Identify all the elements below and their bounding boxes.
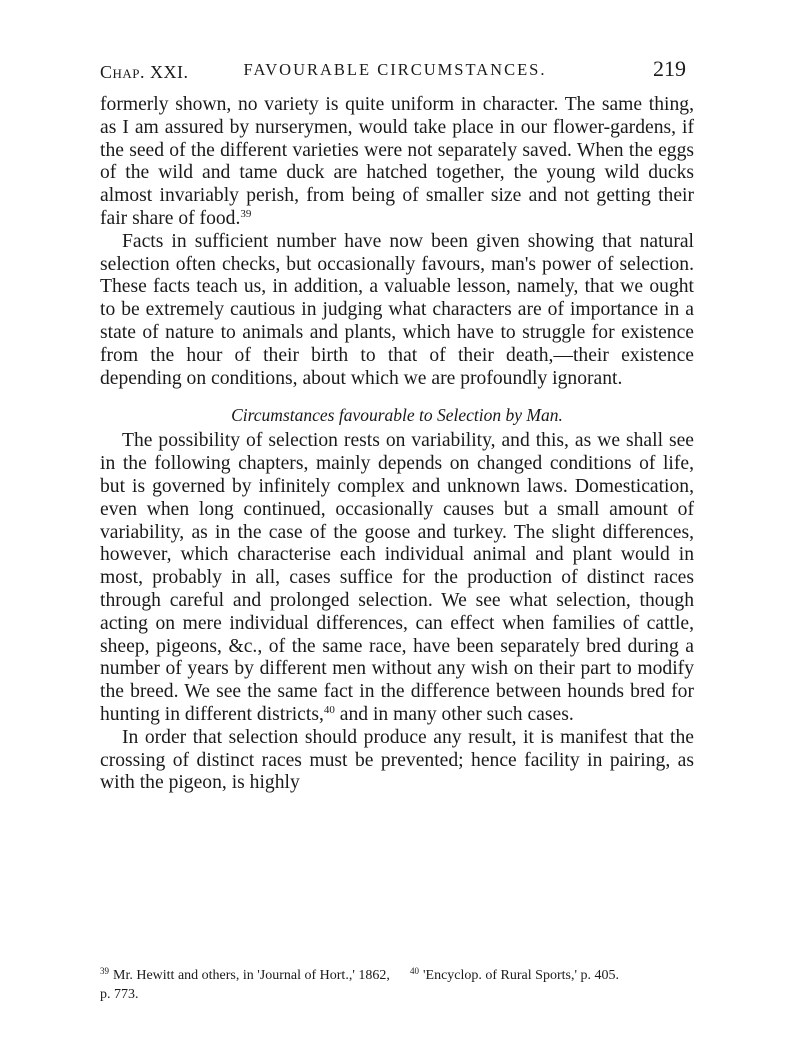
- paragraph: Facts in sufficient number have now been given showing that natural selection often checks, but occasionally favours, man's power of selection. These facts teach us, in addition, a valuable lesson, namely, that we ought to be extremely cautious in judging what characters are of importance in a state of nature to animals and plants, which have to struggle for existence from the hour of their birth to that of their death,—their existence depending on conditions, about which we are profoundly ignorant.: [100, 230, 694, 389]
- footnote-text: Mr. Hewitt and others, in 'Journal of Hort.,' 1862, p. 773.: [100, 968, 390, 1002]
- section-heading: Circumstances favourable to Selection by Man.: [231, 405, 563, 426]
- paragraph-text: and in many other such cases.: [334, 703, 574, 725]
- footnote: [410, 962, 694, 985]
- paragraph: [100, 430, 694, 726]
- running-title: FAVOURABLE CIRCUMSTANCES.: [243, 60, 547, 79]
- footnote-number: 40: [410, 966, 419, 976]
- body-text: [100, 94, 694, 795]
- paragraph-text: The possibility of selection rests on variability, and this, as we shall see in the following chapters, mainly depends on changed conditions of life, but is governed by infinitely complex and unknown laws. Domestication, even when long continued, occasionally causes but a small amount of variability, as in the case of the goose and turkey. The slight differences, however, which characterise each individual animal and plant would in most, probably in all, cases suffice for the production of distinct races through careful and prolonged selection. We see what selection, though acting on mere individual differences, can effect when families of cattle, sheep, pigeons, &c., of the same race, have been separately bred during a number of years by different men without any wish on their part to modify the breed. We see the same fact in the difference between hounds bred for hunting in different districts,: [100, 430, 694, 725]
- footnote-reference: 39: [240, 207, 252, 220]
- page-number: 219: [653, 56, 686, 81]
- chapter-label: Chap. XXI.: [100, 62, 189, 82]
- footnote-reference: 40: [323, 703, 335, 716]
- footnote-text: 'Encyclop. of Rural Sports,' p. 405.: [423, 968, 619, 983]
- footnote-number: 39: [100, 966, 109, 976]
- paragraph-text: formerly shown, no variety is quite uniform in character. The same thing, as I am assured by nurserymen, would take place in our flower-gardens, if the seed of the different varieties were not separately saved. When the eggs of the wild and tame duck are hatched together, the young wild ducks almost invariably perish, from being of smaller size and not getting their fair share of food.: [100, 94, 694, 229]
- paragraph-continued: [100, 94, 694, 231]
- paragraph: In order that selection should produce any result, it is manifest that the crossing of distinct races must be prevented; hence facility in pairing, as with the pigeon, is highly: [100, 726, 694, 794]
- footnote: [100, 962, 390, 1004]
- page-header: [100, 56, 690, 86]
